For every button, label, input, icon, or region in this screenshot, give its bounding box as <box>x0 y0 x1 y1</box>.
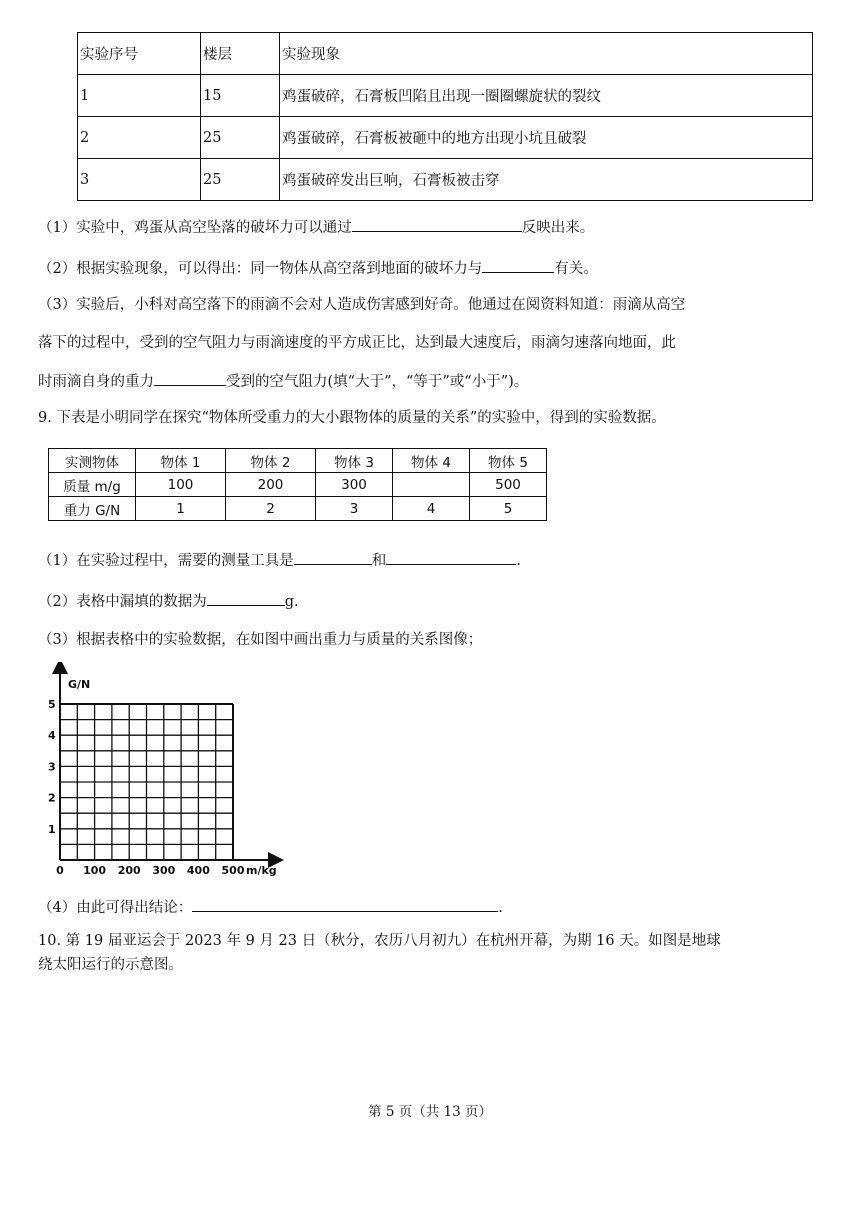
table-cell: 3 <box>316 497 393 521</box>
table-cell: 25 <box>201 117 280 159</box>
x-tick-label: 100 <box>83 864 107 877</box>
page-footer: 第 5 页（共 13 页） <box>368 1104 492 1120</box>
table-header-cell: 物体 5 <box>470 449 547 473</box>
q9-part2-suffix: g. <box>284 594 299 610</box>
table-header-cell: 实验序号 <box>78 33 201 75</box>
answer-blank[interactable] <box>294 549 372 565</box>
x-tick-label: 400 <box>186 864 210 877</box>
table-header-cell: 实验现象 <box>280 33 813 75</box>
y-tick-label: 3 <box>48 760 56 774</box>
y-tick-labels <box>48 698 56 836</box>
y-tick-label: 2 <box>48 791 56 805</box>
answer-blank[interactable] <box>192 896 498 912</box>
table-cell: 质量 m/g <box>49 473 136 497</box>
y-axis-label: G/N <box>68 678 91 691</box>
x-tick-label: 200 <box>117 864 141 877</box>
table-row <box>49 497 547 521</box>
q8-part3-line2: 落下的过程中，受到的空气阻力与雨滴速度的平方成正比，达到最大速度后，雨滴匀速落向地面，此 <box>38 335 676 351</box>
q9-part3: （3）根据表格中的实验数据，在如图中画出重力与质量的关系图像； <box>38 632 483 648</box>
x-axis-label: m/kg <box>246 864 277 877</box>
table-header-cell: 物体 1 <box>136 449 226 473</box>
grid-lines <box>60 704 233 860</box>
table-header-cell: 物体 4 <box>393 449 470 473</box>
table-header-row <box>78 33 813 75</box>
table-cell: 重力 G/N <box>49 497 136 521</box>
x-tick-labels <box>56 864 245 877</box>
q9-stem: 9. 下表是小明同学在探究“物体所受重力的大小跟物体的质量的关系”的实验中，得到的实验数据。 <box>38 410 666 426</box>
q8-part2-suffix: 有关。 <box>554 261 598 277</box>
table-row <box>78 117 813 159</box>
q9-part4 <box>38 896 503 918</box>
q8-part1-suffix: 反映出来。 <box>521 220 595 236</box>
table-row <box>78 159 813 201</box>
table-cell: 5 <box>470 497 547 521</box>
table-cell: 1 <box>136 497 226 521</box>
table-cell: 300 <box>316 473 393 497</box>
q8-part3-line3 <box>38 370 528 392</box>
table-header-cell: 实测物体 <box>49 449 136 473</box>
q9-part2 <box>38 590 299 612</box>
table-cell: 1 <box>78 75 201 117</box>
q9-part1-text: （1）在实验过程中，需要的测量工具是 <box>38 553 294 569</box>
table-cell: 鸡蛋破碎发出巨响，石膏板被击穿 <box>280 159 813 201</box>
table-cell: 鸡蛋破碎，石膏板凹陷且出现一圈圈螺旋状的裂纹 <box>280 75 813 117</box>
x-tick-label: 0 <box>56 864 64 877</box>
answer-blank[interactable] <box>352 216 522 232</box>
q8-part3-line1: （3）实验后，小科对高空落下的雨滴不会对人造成伤害感到好奇。他通过在阅资料知道：雨滴从高空 <box>38 297 686 313</box>
q8-part2 <box>38 257 598 279</box>
table-header-cell: 楼层 <box>201 33 280 75</box>
table-cell: 2 <box>78 117 201 159</box>
mass-weight-table <box>48 448 547 521</box>
q9-part2-text: （2）表格中漏填的数据为 <box>38 594 207 610</box>
q10-line2: 绕太阳运行的示意图。 <box>38 957 183 973</box>
q8-part1-text: （1）实验中，鸡蛋从高空坠落的破坏力可以通过 <box>38 220 352 236</box>
table-row <box>78 75 813 117</box>
y-tick-label: 1 <box>48 822 56 836</box>
answer-blank[interactable] <box>207 590 285 606</box>
table-cell <box>393 473 470 497</box>
x-tick-label: 300 <box>152 864 176 877</box>
table-cell: 200 <box>226 473 316 497</box>
table-header-row <box>49 449 547 473</box>
x-tick-label: 500 <box>221 864 245 877</box>
table-cell: 2 <box>226 497 316 521</box>
table-cell: 500 <box>470 473 547 497</box>
q8-part3-text: 时雨滴自身的重力 <box>38 374 154 390</box>
q9-part1-mid: 和 <box>371 553 387 569</box>
experiment-table <box>77 32 813 201</box>
q9-part1 <box>38 549 521 571</box>
answer-blank[interactable] <box>154 370 226 386</box>
table-cell: 鸡蛋破碎，石膏板被砸中的地方出现小坑且破裂 <box>280 117 813 159</box>
table-cell: 100 <box>136 473 226 497</box>
table-cell: 3 <box>78 159 201 201</box>
q9-part1-suffix: . <box>516 553 521 569</box>
table-cell: 25 <box>201 159 280 201</box>
q9-part4-suffix: . <box>498 900 503 916</box>
table-cell: 15 <box>201 75 280 117</box>
weight-mass-grid[interactable] <box>40 662 290 882</box>
answer-blank[interactable] <box>386 549 516 565</box>
q10-line1: 10. 第 19 届亚运会于 2023 年 9 月 23 日（秋分，农历八月初九）在杭州开幕，为期 16 天。如图是地球 <box>38 933 721 949</box>
table-header-cell: 物体 2 <box>226 449 316 473</box>
table-header-cell: 物体 3 <box>316 449 393 473</box>
answer-blank[interactable] <box>482 257 554 273</box>
q8-part2-text: （2）根据实验现象，可以得出：同一物体从高空落到地面的破坏力与 <box>38 261 483 277</box>
q8-part1 <box>38 216 594 238</box>
q8-part3-suffix: 受到的空气阻力(填“大于”，“等于”或“小于”)。 <box>226 374 529 390</box>
y-tick-label: 5 <box>48 698 56 711</box>
table-cell: 4 <box>393 497 470 521</box>
q9-part4-text: （4）由此可得出结论： <box>38 900 193 916</box>
y-tick-label: 4 <box>48 729 56 743</box>
table-row <box>49 473 547 497</box>
